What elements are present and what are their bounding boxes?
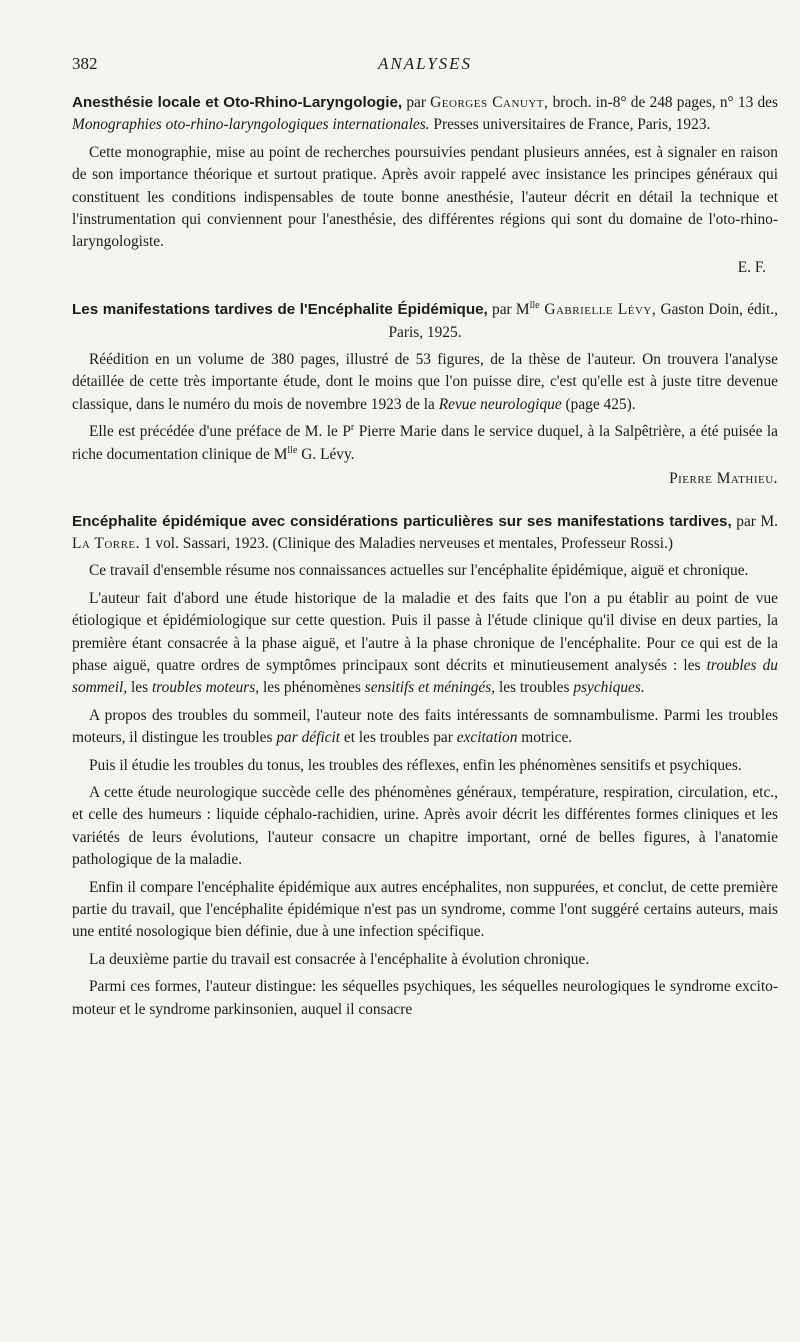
review-signature: Pierre Mathieu. [669, 470, 778, 488]
review-title: Anesthésie locale et Oto-Rhino-Laryngologie, [72, 94, 403, 111]
review-heading: Encéphalite épidémique avec considérations particulières sur ses manifestations tardives, par M. La Torre. 1 vol. Sassari, 1923. (Clinique des Maladies nerveuses et mentales, Professeur Rossi.) [72, 512, 778, 552]
review-entry [72, 299, 778, 490]
review-paragraph: Ce travail d'ensemble résume nos connaissances actuelles sur l'encéphalite épidémique, aiguë et chronique. [89, 562, 749, 580]
page-number: 382 [72, 54, 98, 73]
review-paragraph: Parmi ces formes, l'auteur distingue: les séquelles psychiques, les séquelles neurologiques le syndrome excito-moteur et le syndrome parkinsonien, auquel il consacre [72, 978, 778, 1018]
review-heading: Anesthésie locale et Oto-Rhino-Laryngologie, par Georges Canuyt, broch. in-8° de 248 pages, n° 13 des Monographies oto-rhino-laryngologiques internationales. Presses universitaires de France, Paris, 1923. [72, 94, 778, 134]
page-header [72, 54, 778, 78]
review-paragraph: Cette monographie, mise au point de recherches poursuivies pendant plusieurs années, est à signaler en raison de son importance théorique et surtout pratique. Après avoir rappelé avec insistance les principes généraux qui constituent les conditions indispensables de toute bonne anesthésie, l'auteur décrit en détail la technique et l'instrumentation qui conviennent pour l'anesthésie, des différentes régions qui sont du domaine de l'oto-rhino-laryngologiste. [72, 143, 778, 251]
review-author: Georges Canuyt, [430, 94, 549, 111]
review-paragraph: La deuxième partie du travail est consacrée à l'encéphalite à évolution chronique. [89, 950, 590, 968]
review-paragraph: Réédition en un volume de 380 pages, illustré de 53 figures, de la thèse de l'auteur. On trouvera l'analyse détaillée de cette très importante étude, dont le moins que l'on puisse dire, c'est qu'elle est à juste titre devenue classique, dans le numéro du mois de novembre 1923 de la Revue neurologique (page 425). [72, 351, 778, 413]
review-series: Monographies oto-rhino-laryngologiques internationales. [72, 116, 430, 134]
review-paragraph: L'auteur fait d'abord une étude historique de la maladie et des faits que l'on a pu établir au point de vue étiologique et épidémiologique sur cette question. Puis il passe à l'étude clinique qu'il divise en deux parties, la première étant consacrée à la phase aiguë, et l'autre à la phase chronique de l'encéphalite. Pour ce qui est de la phase aiguë, quatre ordres de symptômes principaux sont décrits et minutieusement analysés : les troubles du sommeil, les troubles moteurs, les phénomènes sensitifs et méningés, les troubles psychiques. [72, 589, 778, 697]
review-title: Encéphalite épidémique avec considérations particulières sur ses manifestations tardives, [72, 512, 732, 530]
review-paragraph: A cette étude neurologique succède celle des phénomènes généraux, température, respiration, circulation, etc., et celle des humeurs : liquide céphalo-rachidien, urine. Après avoir décrit les différentes formes cliniques et les variétés de leurs évolutions, l'auteur consacre un chapitre important, orné de belles figures, à l'anatomie pathologique de la maladie. [72, 783, 778, 869]
review-signature: E. F. [737, 258, 766, 276]
review-title: Les manifestations tardives de l'Encéphalite Épidémique, [72, 301, 488, 319]
page-body [72, 92, 778, 1041]
review-paragraph: A propos des troubles du sommeil, l'auteur note des faits intéressants de somnambulisme. Parmi les troubles moteurs, il distingue les troubles par déficit et les troubles par excitation motrice. [72, 706, 778, 747]
review-paragraph: Puis il étudie les troubles du tonus, les troubles des réflexes, enfin les phénomènes sensitifs et psychiques. [89, 756, 742, 774]
running-title: ANALYSES [377, 54, 473, 73]
review-author: Gabrielle Lévy, [539, 301, 657, 319]
review-author: La Torre. [72, 534, 141, 552]
review-entry [72, 511, 778, 1022]
review-heading: Les manifestations tardives de l'Encéphalite Épidémique, par $M^{lle}$ Gabrielle Lévy, Gaston Doin, édit., Paris, 1925. [72, 300, 778, 341]
review-paragraph: Enfin il compare l'encéphalite épidémique aux autres encéphalites, non suppurées, et conclut, de cette première partie du travail, que l'encéphalite épidémique n'est pas un syndrome, comme l'ont suggéré certains auteurs, mais une entité nosologique bien définie, due à une infection spécifique. [72, 878, 778, 941]
review-paragraph: Elle est précédée d'une préface de M. le $P^r$ Pierre Marie dans le service duquel, à la Salpêtrière, a été puisée la riche documentation clinique de $M^{lle}$ G. Lévy. [72, 422, 778, 463]
review-entry [72, 92, 778, 279]
